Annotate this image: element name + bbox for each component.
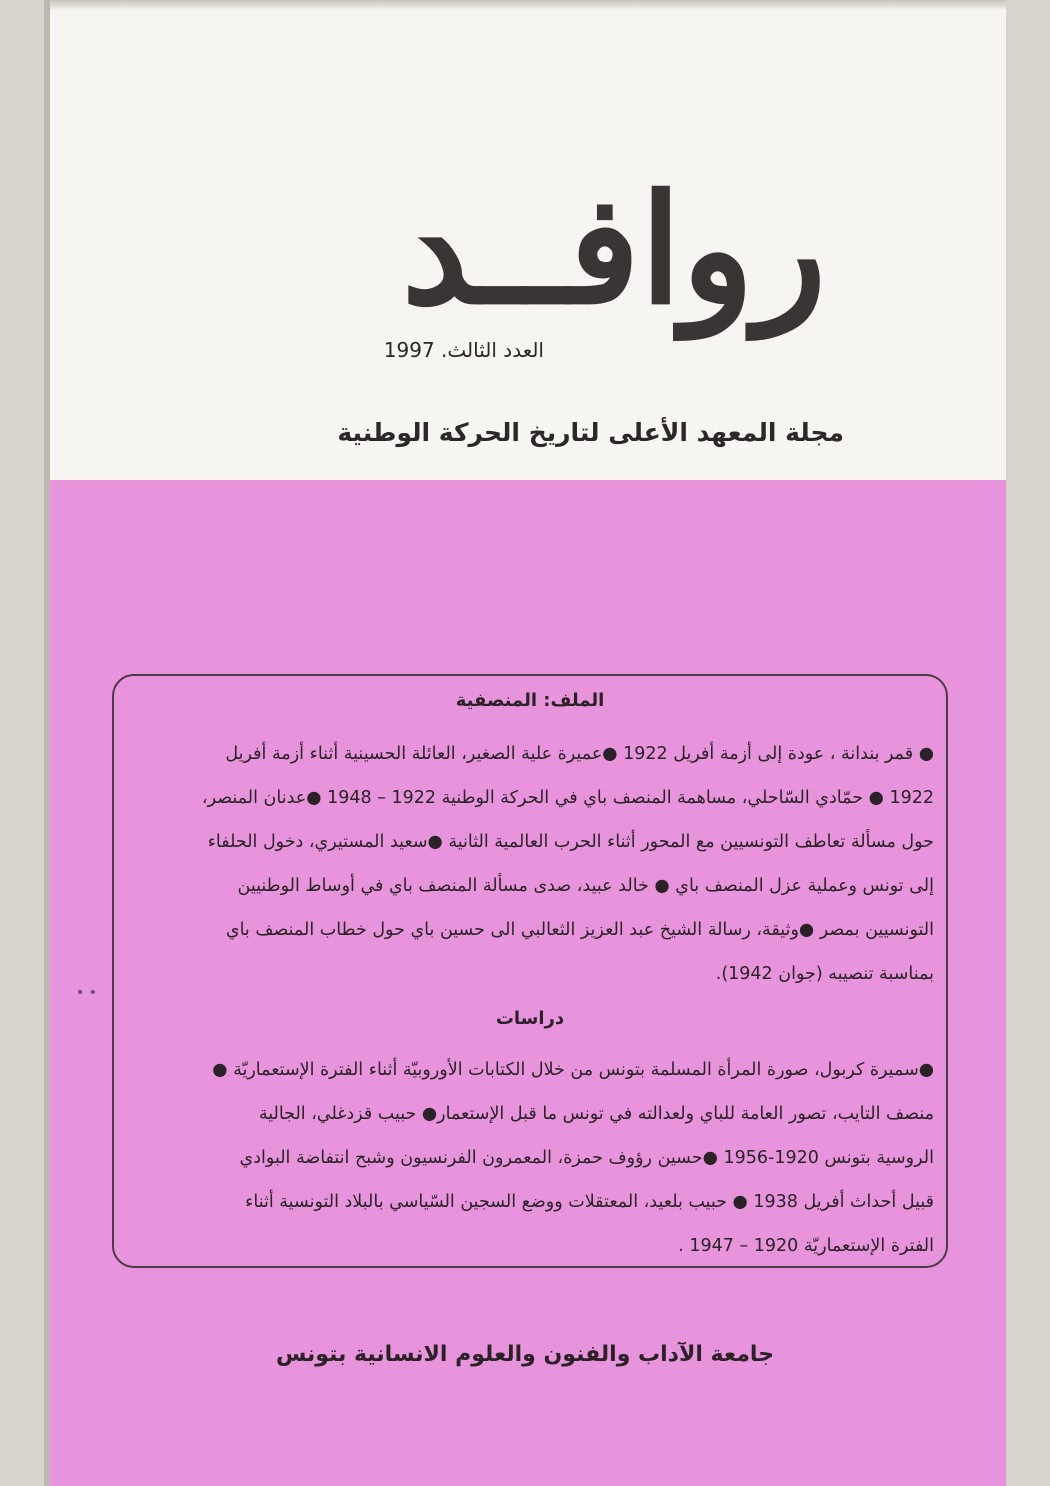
dossier-line: إلى تونس وعملية عزل المنصف باي ● خالد عبيد، صدى مسألة المنصف باي في أوساط الوطنيين bbox=[237, 876, 934, 896]
studies-heading: دراسات bbox=[495, 1008, 565, 1029]
studies-text bbox=[126, 1048, 934, 1268]
dossier-line: بمناسبة تنصيبه (جوان 1942). bbox=[715, 964, 934, 984]
studies-line: منصف التايب، تصور العامة للباي ولعدالته في تونس ما قبل الإستعمار● حبيب قزدغلي، الجالية bbox=[258, 1104, 934, 1124]
publisher-footer: جامعة الآداب والفنون والعلوم الانسانية بتونس bbox=[275, 1342, 775, 1367]
magazine-logo bbox=[264, 150, 964, 350]
studies-line: ●سميرة كربول، صورة المرأة المسلمة بتونس من خلال الكتابات الأوروبيّة أثناء الفترة الإستعماريّة ● bbox=[212, 1060, 934, 1080]
contents-box bbox=[112, 674, 948, 1268]
magazine-title: رواف‍ــد bbox=[401, 162, 827, 338]
dossier-line: التونسيين بمصر ●وثيقة، رسالة الشيخ عبد العزيز الثعالبي الى حسين باي حول خطاب المنصف باي bbox=[225, 920, 934, 940]
cover-top-white-area bbox=[44, 0, 1006, 480]
dossier-heading: الملف: المنصفية bbox=[455, 690, 605, 711]
studies-line: قبيل أحداث أفريل 1938 ● حبيب بلعيد، المعتقلات ووضع السجين السّياسي بالبلاد التونسية أثناء bbox=[245, 1192, 934, 1212]
studies-line: الروسية بتونس 1920-1956 ●حسين رؤوف حمزة، المعمرون الفرنسيون وشبح انتفاضة البوادي bbox=[239, 1148, 934, 1168]
dossier-line: حول مسألة تعاطف التونسيين مع المحور أثناء الحرب العالمية الثانية ●سعيد المستيري، دخول الحلفاء bbox=[207, 832, 934, 852]
dossier-text bbox=[126, 732, 934, 996]
dossier-line: 1922 ● حمّادي السّاحلي، مساهمة المنصف باي في الحركة الوطنية 1922 – 1948 ●عدنان المنصر، bbox=[201, 788, 934, 808]
magazine-cover bbox=[44, 0, 1006, 1486]
cover-pink-area bbox=[44, 480, 1006, 1486]
studies-line: الفترة الإستعماريّة 1920 – 1947 . bbox=[678, 1236, 934, 1256]
dossier-line: ● قمر بندانة ، عودة إلى أزمة أفريل 1922 ●عميرة علية الصغير، العائلة الحسينية أثناء أزمة أفريل bbox=[225, 744, 934, 764]
magazine-subtitle: مجلة المعهد الأعلى لتاريخ الحركة الوطنية bbox=[337, 418, 844, 447]
issue-number: العدد الثالث. 1997 bbox=[383, 338, 544, 362]
paper-spine-edge bbox=[44, 0, 50, 1486]
decorative-dots: • • bbox=[76, 985, 97, 1001]
paper-edge bbox=[44, 0, 1006, 10]
